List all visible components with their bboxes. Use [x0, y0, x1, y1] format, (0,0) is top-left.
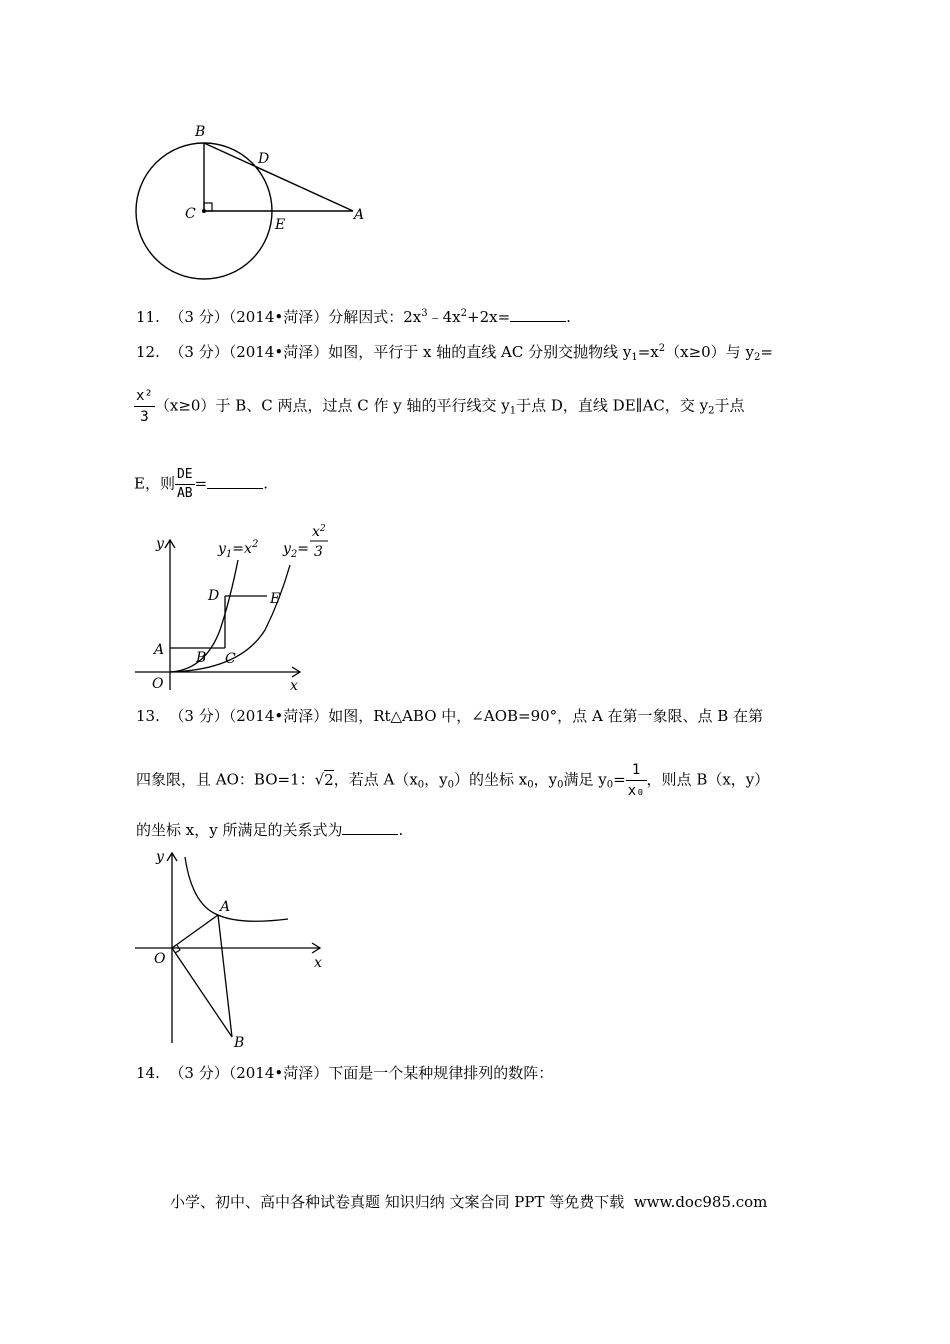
q12-line3-b: = — [194, 474, 208, 493]
q12-line2-sub2: 2 — [708, 405, 715, 417]
q13-line2-f: 满足 y — [563, 770, 607, 789]
q12-fraction-x2-over-3 — [134, 386, 155, 427]
q13-line2-b: ，若点 A（x — [333, 770, 418, 789]
q12-frac1-den: 3 — [140, 409, 149, 425]
label-O: O — [154, 951, 166, 967]
q13-sub0e: 0 — [606, 779, 614, 791]
q12-line1-sup: 2 — [658, 343, 666, 354]
label-E: E — [275, 217, 286, 233]
q12-answer-blank[interactable] — [207, 474, 263, 489]
footer-text: 小学、初中、高中各种试卷真题 知识归纳 文案合同 PPT 等免费下载 — [170, 1193, 625, 1211]
q12-end: . — [263, 474, 268, 493]
question-12-line3 — [134, 466, 268, 503]
q13-number: 13. — [136, 707, 160, 725]
q14-number: 14. — [136, 1064, 160, 1082]
q12-line3-a: E，则 — [134, 474, 175, 493]
q12-frac1-num: x² — [134, 386, 155, 407]
label-y2-num: $x^2$ — [312, 524, 326, 540]
q11-exp-a: 3 — [421, 308, 428, 319]
label-y2-den: 3 — [314, 544, 323, 560]
page-footer — [170, 1191, 767, 1212]
q13-sub0c: 0 — [527, 779, 534, 791]
q12-line1-b: =x — [637, 343, 659, 361]
label-A: A — [220, 899, 231, 915]
label-O: O — [152, 676, 164, 692]
q12-number: 12. — [136, 343, 160, 361]
q12-line2-sub: 1 — [509, 405, 517, 417]
label-D: D — [208, 588, 220, 604]
label-A: A — [354, 207, 365, 223]
q12-line2-c: 于点 — [714, 396, 745, 415]
q11-end: . — [566, 308, 571, 326]
q12-frac2-den: AB — [176, 486, 193, 501]
q11-expr-a: 2x — [403, 308, 422, 326]
q11-answer-blank[interactable] — [510, 307, 566, 322]
q12-line1-a: （3 分）（2014•菏泽）如图，平行于 x 轴的直线 AC 分别交抛物线 y — [169, 343, 632, 361]
q13-line2-c: ，y — [424, 770, 448, 789]
label-A: A — [154, 642, 165, 658]
footer-url[interactable]: www.doc985.com — [633, 1193, 768, 1211]
q13-line2-g: = — [613, 770, 626, 789]
q11-expr-b: ﹣4x — [427, 308, 461, 326]
label-y2: $y_2=$ — [283, 541, 310, 560]
q13-line2-h: ，则点 B（x，y） — [646, 770, 770, 789]
question-11 — [136, 304, 571, 327]
q12-line1-sub2: 2 — [753, 352, 761, 363]
q13-end: . — [398, 821, 404, 839]
q12-line1-d: = — [760, 343, 773, 361]
label-B: B — [196, 650, 207, 666]
label-D: D — [258, 151, 270, 167]
figure-hyperbola-triangle — [130, 845, 340, 1055]
q11-expr-c: +2x= — [467, 308, 511, 326]
q12-line1-c: （x≥0）与 y — [665, 343, 754, 361]
question-12-line2 — [134, 386, 745, 427]
label-C: C — [225, 651, 236, 667]
q13-fraction-1-over-x0 — [626, 760, 647, 801]
label-B: B — [195, 124, 206, 140]
q12-fraction-de-over-ab — [175, 466, 195, 503]
q12-line2-b: 于点 D，直线 DE∥AC，交 y — [516, 396, 709, 415]
q13-sub0d: 0 — [557, 779, 564, 791]
q13-answer-blank[interactable] — [342, 820, 398, 835]
q14-text: （3 分）（2014•菏泽）下面是一个某种规律排列的数阵： — [169, 1064, 554, 1082]
q13-sqrt: √2 — [314, 770, 334, 789]
label-B: B — [234, 1035, 245, 1051]
figure-parabolas — [130, 520, 350, 695]
label-E: E — [270, 591, 281, 607]
label-C: C — [185, 206, 196, 222]
question-13-line2 — [136, 760, 769, 801]
q12-frac2-num: DE — [175, 466, 195, 485]
q13-line2-a: 四象限，且 AO：BO=1： — [136, 770, 315, 789]
question-13-line1 — [136, 706, 763, 726]
q13-line2-d: ）的坐标 x — [454, 770, 528, 789]
q11-number: 11. — [136, 308, 160, 326]
q11-meta: （3 分）（2014•菏泽）分解因式： — [169, 308, 404, 326]
q13-line3: 的坐标 x，y 所满足的关系式为 — [136, 821, 343, 839]
label-y-axis: y — [156, 536, 164, 552]
q13-sub0a: 0 — [417, 779, 425, 791]
q13-frac-num: 1 — [626, 760, 647, 781]
q13-line1: （3 分）（2014•菏泽）如图，Rt△ABO 中，∠AOB=90°，点 A 在第一象限、点 B 在第 — [169, 707, 764, 725]
q13-line2-e: ，y — [533, 770, 558, 789]
q13-sub0b: 0 — [447, 779, 455, 791]
label-y-axis: y — [156, 849, 164, 865]
question-13-line3 — [136, 820, 403, 840]
label-x-axis: x — [290, 678, 298, 694]
q12-line2-a: （x≥0）于 B、C 两点，过点 C 作 y 轴的平行线交 y — [154, 396, 510, 415]
label-y1: $y_1=x^2$ — [218, 539, 259, 560]
figure-circle-triangle — [125, 118, 375, 288]
label-x-axis: x — [314, 955, 322, 971]
q12-line1-sub1: 1 — [631, 352, 638, 363]
q13-frac-den: x₀ — [627, 783, 645, 799]
q11-exp-b: 2 — [460, 308, 468, 319]
question-14 — [136, 1063, 553, 1083]
question-12-line1 — [136, 339, 773, 368]
